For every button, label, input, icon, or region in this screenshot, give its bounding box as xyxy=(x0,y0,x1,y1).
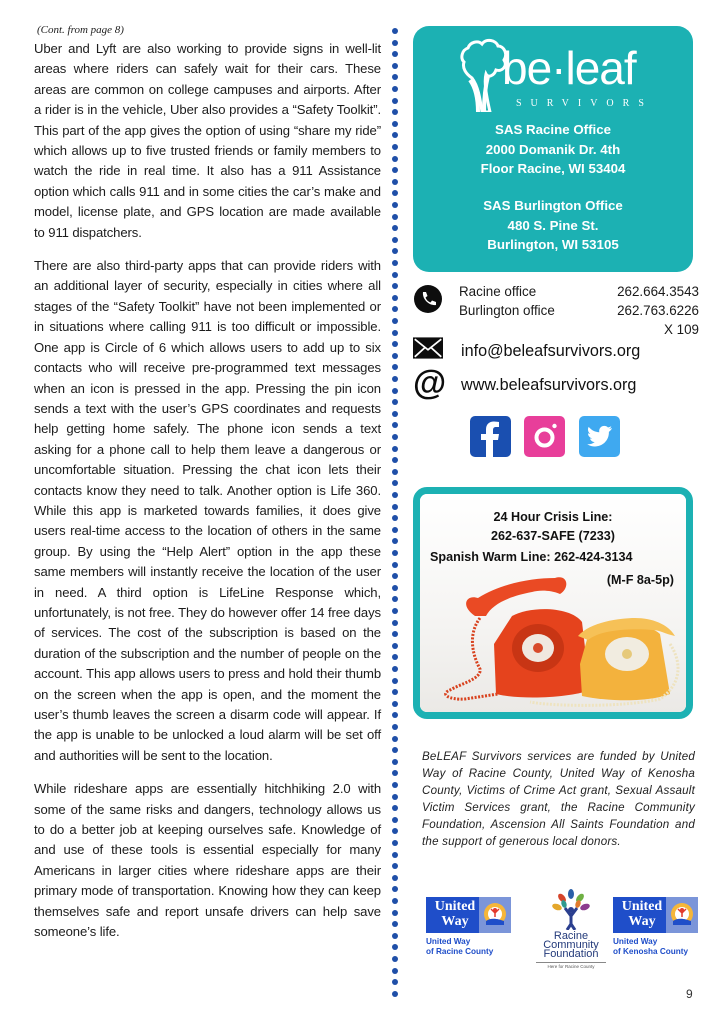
separator-dot xyxy=(392,98,398,104)
continuation-note: (Cont. from page 8) xyxy=(37,24,124,36)
dotted-separator xyxy=(392,28,400,1000)
separator-dot xyxy=(392,446,398,452)
separator-dot xyxy=(392,74,398,80)
separator-dot xyxy=(392,573,398,579)
phone-number[interactable]: 262.763.6226 xyxy=(617,303,699,318)
phone-extension: X 109 xyxy=(664,322,699,337)
united-way-badge xyxy=(613,897,698,933)
separator-dot xyxy=(392,295,398,301)
separator-dot xyxy=(392,608,398,614)
separator-dot xyxy=(392,620,398,626)
separator-dot xyxy=(392,747,398,753)
separator-dot xyxy=(392,318,398,324)
foundation-tree-icon xyxy=(550,888,592,930)
separator-dot xyxy=(392,805,398,811)
separator-dot xyxy=(392,399,398,405)
united-way-emblem-icon xyxy=(666,897,698,933)
separator-dot xyxy=(392,469,398,475)
separator-dot xyxy=(392,515,398,521)
separator-dot xyxy=(392,527,398,533)
spanish-line-hours: (M-F 8a-5p) xyxy=(606,573,674,587)
logo-subtitle: SURVIVORS xyxy=(516,98,653,109)
separator-dot xyxy=(392,190,398,196)
crisis-line-card xyxy=(413,487,693,719)
crisis-line-number[interactable]: 262-637-SAFE (7233) xyxy=(491,529,615,543)
separator-dot xyxy=(392,840,398,846)
separator-dot xyxy=(392,167,398,173)
racine-office-line: Floor Racine, WI 53404 xyxy=(480,161,626,176)
page-number: 9 xyxy=(686,987,693,1001)
tree-logo-icon xyxy=(460,38,508,112)
separator-dot xyxy=(392,457,398,463)
separator-dot xyxy=(392,724,398,730)
org-info-card xyxy=(413,26,693,272)
separator-dot xyxy=(392,852,398,858)
separator-dot xyxy=(392,631,398,637)
separator-dot xyxy=(392,63,398,69)
separator-dot xyxy=(392,248,398,254)
racine-office-line: 2000 Domanik Dr. 4th xyxy=(485,141,621,157)
separator-dot xyxy=(392,678,398,684)
foundation-wordmark: Community xyxy=(543,939,599,951)
separator-dot xyxy=(392,411,398,417)
racine-community-foundation-logo xyxy=(536,888,606,970)
burlington-office-line: Burlington, WI 53105 xyxy=(487,237,619,252)
united-way-wordmark: Way xyxy=(628,914,656,929)
phone-list xyxy=(459,282,699,339)
facebook-button[interactable] xyxy=(470,416,511,457)
phone-label: Burlington office xyxy=(459,303,555,318)
racine-office-title: SAS Racine Office xyxy=(494,122,612,137)
separator-dot xyxy=(392,132,398,138)
separator-dot xyxy=(392,40,398,46)
separator-dot xyxy=(392,492,398,498)
separator-dot xyxy=(392,504,398,510)
sponsor-caption: United Way xyxy=(426,937,471,946)
article-paragraph: There are also third-party apps that can provide riders with an additional layer of security, especially in cities where all stages of the “Safety Toolkit” have not been implemented or in situations where calling 911 is too difficult or impossible. One app is Circle of 6 which allows users to add up to six contacts who will receive pre-programmed text messages when an icon is pressed in the app. Pressing the pin icon sends a text with the user’s GPS coordinates and requests help getting home safely. The phone icon sends a text asking for a phone call to help them leave a dangerous or uncomfortable situation. Pressing the chat icon lets their contacts know they need to talk. Another option is Life 360. While this app is marketed towards families, it does give users real-time access to the location of others in the same group. By using the “Help Alert” option in the app these same members will instantly receive the location of the user in need. A third option is LifeLine Response which, unfortunately, is not free. They do however offer 14 free days of services. The cost of the subscription is based on the duration of the subscription and the number of people on the account. This app allows users to press and hold their thumb on the screen when the app is open, and the moment the user’s thumb leaves the screen a disarm code will appear. If the app is unable to be unlocked a loud alarm will be set off and authorities will be sent to the location. xyxy=(34,258,381,763)
separator-dot xyxy=(392,794,398,800)
separator-dot xyxy=(392,376,398,382)
separator-dot xyxy=(392,817,398,823)
separator-dot xyxy=(392,237,398,243)
phone-entry xyxy=(459,282,699,301)
separator-dot xyxy=(392,225,398,231)
funding-note: BeLEAF Survivors services are funded by United Way of Racine County, United Way of Kenosha County, Victims of Crime Act grant, Sexual Assault Victim Services grant, the Racine Community Foundation, Ascension All Saints Foundation and the support of generous local donors. xyxy=(422,750,695,848)
article-paragraph: Uber and Lyft are also working to provide signs in well-lit areas where riders can safely wait for their cars. These areas are common on college campuses and airports. After a rider is in the vehicle, Uber also provides a “Safety Toolkit”. This part of the app gives the option of using “share my ride” which allows up to five trusted friends or family members to watch the ride in real time. It also has a 911 Assistance option which calls 911 and in some cities the car’s make and model, license plate, and GPS location are made available to 911 dispatchers. xyxy=(34,41,381,240)
separator-dot xyxy=(392,283,398,289)
separator-dot xyxy=(392,550,398,556)
separator-dot xyxy=(392,689,398,695)
united-way-badge xyxy=(426,897,511,933)
separator-dot xyxy=(392,156,398,162)
separator-dot xyxy=(392,886,398,892)
separator-dot xyxy=(392,480,398,486)
separator-dot xyxy=(392,538,398,544)
separator-dot xyxy=(392,979,398,985)
separator-dot xyxy=(392,202,398,208)
phone-label: Racine office xyxy=(459,284,537,299)
sponsor-caption: of Racine County xyxy=(426,946,494,956)
separator-dot xyxy=(392,562,398,568)
separator-dot xyxy=(392,828,398,834)
separator-dot xyxy=(392,179,398,185)
separator-dot xyxy=(392,51,398,57)
united-way-emblem-icon xyxy=(479,897,511,933)
separator-dot xyxy=(392,956,398,962)
separator-dot xyxy=(392,260,398,266)
burlington-office-line: 480 S. Pine St. xyxy=(507,217,599,233)
separator-dot xyxy=(392,330,398,336)
logo-wordmark: be·leaf xyxy=(502,42,636,94)
separator-dot xyxy=(392,782,398,788)
separator-dot xyxy=(392,643,398,649)
separator-dot xyxy=(392,736,398,742)
foundation-tagline: Here for Racine County xyxy=(536,962,606,969)
crisis-line-info xyxy=(420,508,686,546)
separator-dot xyxy=(392,86,398,92)
separator-dot xyxy=(392,144,398,150)
burlington-office-title: SAS Burlington Office xyxy=(483,198,623,213)
twitter-button[interactable] xyxy=(579,416,620,457)
separator-dot xyxy=(392,654,398,660)
separator-dot xyxy=(392,898,398,904)
separator-dot xyxy=(392,770,398,776)
separator-dot xyxy=(392,701,398,707)
separator-dot xyxy=(392,921,398,927)
separator-dot xyxy=(392,121,398,127)
separator-dot xyxy=(392,353,398,359)
sponsor-caption: United Way xyxy=(613,937,658,946)
at-sign-icon: @ xyxy=(413,364,447,402)
separator-dot xyxy=(392,712,398,718)
instagram-icon xyxy=(524,416,565,457)
instagram-button[interactable] xyxy=(524,416,565,457)
crisis-line-label: 24 Hour Crisis Line: xyxy=(493,510,613,524)
separator-dot xyxy=(392,933,398,939)
separator-dot xyxy=(392,388,398,394)
burlington-office-address xyxy=(413,196,693,255)
separator-dot xyxy=(392,28,398,34)
separator-dot xyxy=(392,422,398,428)
article-paragraph: While rideshare apps are essentially hitchhiking 2.0 with some of the same risks and dangers, technology allows us to do a better job at keeping ourselves safe. Knowledge of and use of these tools is essential especially for many Americans in larger cities where rideshare apps are their primary mode of transportation. Knowing how they can keep themselves safe and report unsafe drivers can help save someone’s life. xyxy=(34,781,381,940)
phone-icon xyxy=(413,284,443,314)
united-way-wordmark: Way xyxy=(441,914,469,929)
facebook-icon xyxy=(470,416,511,457)
twitter-icon xyxy=(579,416,620,457)
phone-number[interactable]: 262.664.3543 xyxy=(617,284,699,299)
separator-dot xyxy=(392,910,398,916)
united-way-wordmark: United xyxy=(621,899,663,914)
separator-dot xyxy=(392,214,398,220)
separator-dot xyxy=(392,364,398,370)
separator-dot xyxy=(392,596,398,602)
separator-dot xyxy=(392,585,398,591)
website-link[interactable]: www.beleafsurvivors.org xyxy=(461,376,637,394)
separator-dot xyxy=(392,341,398,347)
separator-dot xyxy=(392,666,398,672)
separator-dot xyxy=(392,875,398,881)
phone-entry xyxy=(459,301,699,320)
united-way-wordmark: United xyxy=(434,899,476,914)
envelope-icon xyxy=(413,336,443,360)
separator-dot xyxy=(392,968,398,974)
separator-dot xyxy=(392,991,398,997)
spanish-warm-line[interactable]: Spanish Warm Line: 262-424-3134 xyxy=(430,550,633,564)
separator-dot xyxy=(392,759,398,765)
article xyxy=(34,24,381,942)
separator-dot xyxy=(392,434,398,440)
racine-office-address xyxy=(413,120,693,179)
separator-dot xyxy=(392,109,398,115)
separator-dot xyxy=(392,944,398,950)
separator-dot xyxy=(392,863,398,869)
foundation-wordmark: Racine xyxy=(553,930,589,942)
foundation-wordmark: Foundation xyxy=(543,948,599,960)
separator-dot xyxy=(392,306,398,312)
beleaf-logo xyxy=(458,38,658,118)
separator-dot xyxy=(392,272,398,278)
sponsor-caption: of Kenosha County xyxy=(613,946,689,956)
email-link[interactable]: info@beleafsurvivors.org xyxy=(461,342,641,360)
